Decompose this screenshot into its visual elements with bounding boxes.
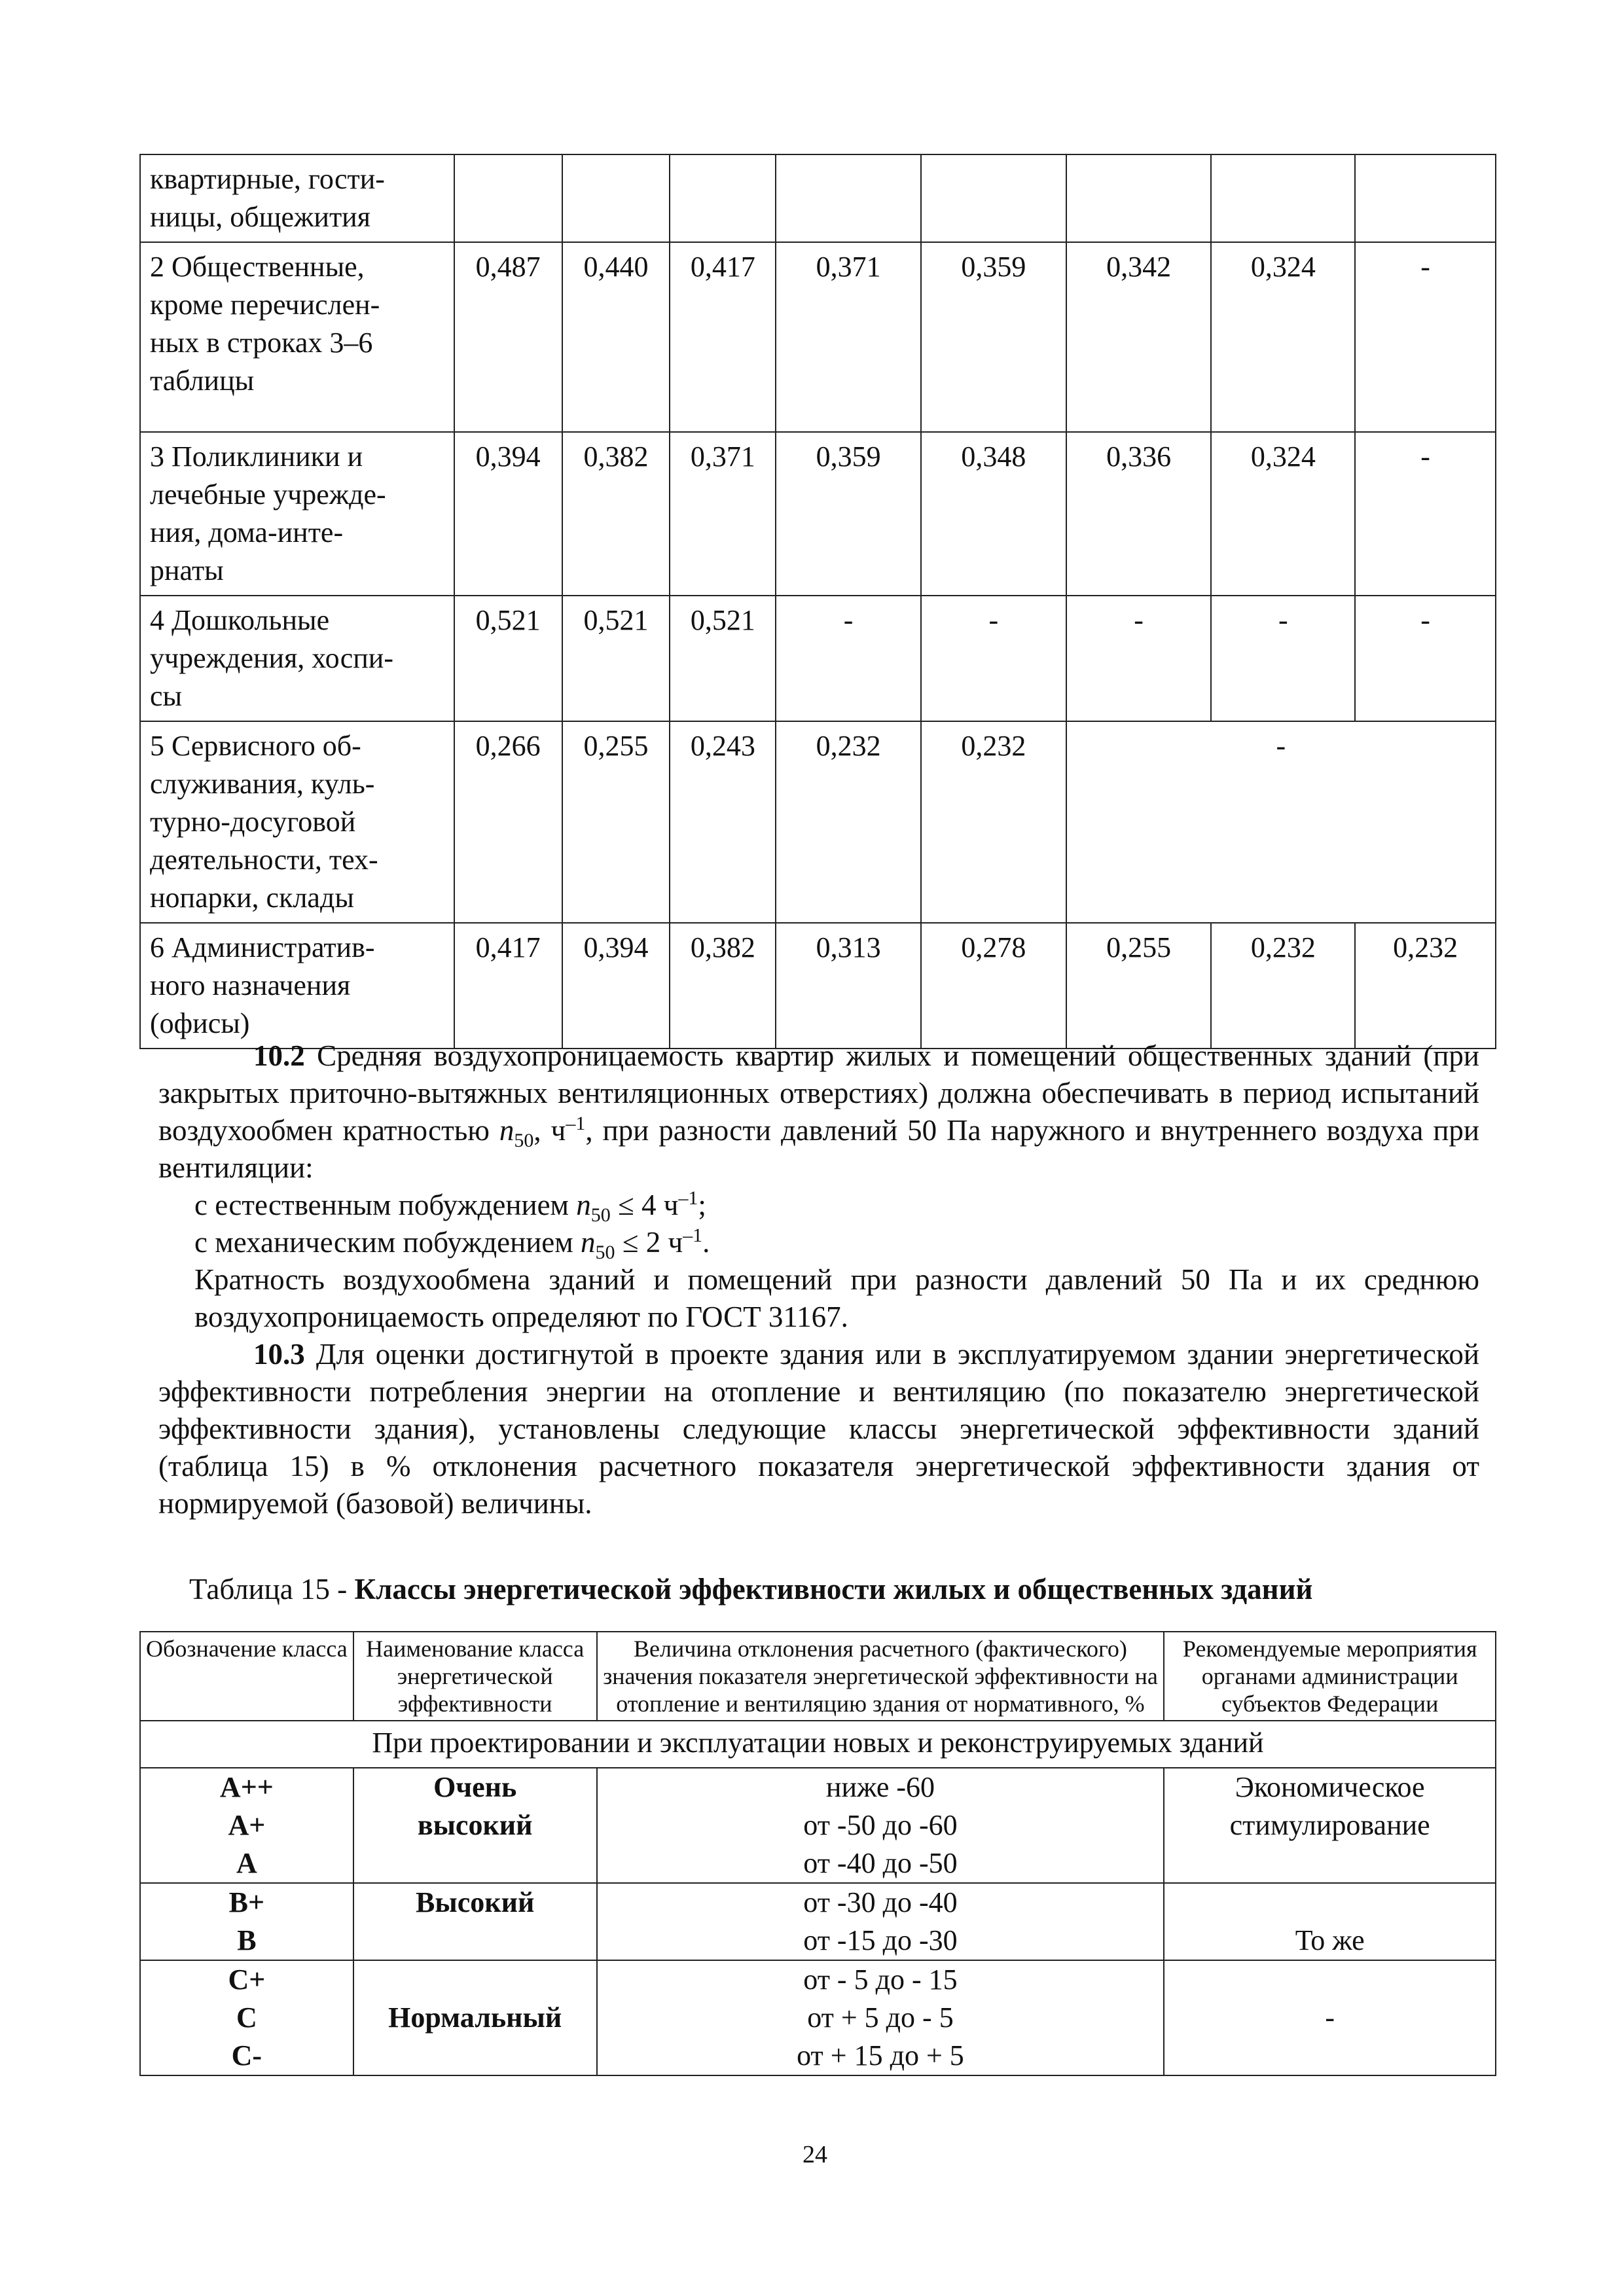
value-cell: 0,417: [670, 242, 776, 432]
merged-value-cell: -: [1066, 721, 1496, 923]
value-cell: 0,521: [454, 596, 562, 721]
section-number: 10.3: [253, 1338, 305, 1371]
class-name-cell: Высокий: [353, 1883, 597, 1960]
recommendation-cell: Экономическое стимулирование: [1164, 1768, 1496, 1883]
value-cell: 0,336: [1066, 432, 1212, 596]
class-cell: C+ C C-: [140, 1960, 353, 2075]
value-cell: 0,255: [562, 721, 670, 923]
value-cell: -: [1211, 596, 1355, 721]
paragraph-10-2: 10.2 Средняя воздухопроницаемость квартир жилых и помещений общественных зданий (при закрытых приточно-вытяжных вентиляционных отверстиях) должна обеспечивать в период испытаний воздухообмен кратностью $n_{50}$, $ч^{-1}$, при разности давлений 50 Па наружного и внутреннего воздуха при вентиляции:: [158, 1039, 1479, 1184]
value-cell: -: [1066, 596, 1212, 721]
value-cell: 0,487: [454, 242, 562, 432]
value-cell: 0,342: [1066, 242, 1212, 432]
paragraph-10-3: 10.3 Для оценки достигнутой в проекте здания или в эксплуатируемом здании энергетической эффективности потребления энергии на отопление и вентиляцию (по показателю энергетической эффективности здания), установлены следующие классы энергетической эффективности зданий (таблица 15) в % отклонения расчетного показателя энергетической эффективности здания от нормируемой (базовой) величины.: [158, 1338, 1479, 1520]
row-name-cell: 3 Поликлиники и лечебные учрежде- ния, дома-инте- рнаты: [140, 432, 454, 596]
header-cell: Наименование класса энергетической эффективности: [353, 1632, 597, 1721]
table-row: [140, 721, 1496, 923]
table-row: [140, 432, 1496, 596]
header-cell: Величина отклонения расчетного (фактического) значения показателя энергетической эффективности на отопление и вентиляцию здания от нормативного, %: [597, 1632, 1164, 1721]
value-cell: 0,243: [670, 721, 776, 923]
header-cell: Обозначение класса: [140, 1632, 353, 1721]
table-row: [140, 242, 1496, 432]
value-cell: [1355, 154, 1496, 242]
row-name-cell: 6 Административ- ного назначения (офисы): [140, 923, 454, 1049]
row-name-cell: 2 Общественные, кроме перечислен- ных в строках 3–6 таблицы: [140, 242, 454, 432]
table-caption: Таблица 15 - Классы энергетической эффективности жилых и общественных зданий: [189, 1573, 1313, 1605]
value-cell: 0,394: [454, 432, 562, 596]
value-cell: 0,521: [670, 596, 776, 721]
row-name-cell: 5 Сервисного об- служивания, куль- турно-досуговой деятельности, тех- нопарки, склады: [140, 721, 454, 923]
class-cell: A++ A+ A: [140, 1768, 353, 1883]
span-cell: При проектировании и эксплуатации новых и реконструируемых зданий: [140, 1721, 1496, 1768]
value-cell: 0,440: [562, 242, 670, 432]
class-name-cell: Очень высокий: [353, 1768, 597, 1883]
mechanical-ventilation-item: с механическим побуждением $n_{50} \le 2$ $ч^{-1}$.: [194, 1225, 710, 1263]
value-cell: -: [1355, 242, 1496, 432]
class-group-row: [140, 1960, 1496, 2075]
value-cell: 0,371: [776, 242, 921, 432]
air-exchange-table: [139, 154, 1496, 1049]
value-cell: 0,255: [1066, 923, 1212, 1049]
value-cell: 0,382: [562, 432, 670, 596]
row-name-cell: 4 Дошкольные учреждения, хоспи- сы: [140, 596, 454, 721]
class-group-row: [140, 1768, 1496, 1883]
natural-ventilation-item: с естественным побуждением $n_{50} \le 4$ $ч^{-1}$;: [194, 1187, 706, 1226]
row-name-cell: квартирные, гости- ницы, общежития: [140, 154, 454, 242]
value-cell: [454, 154, 562, 242]
table-span-row: [140, 1721, 1496, 1768]
value-cell: 0,232: [921, 721, 1066, 923]
value-cell: -: [1355, 596, 1496, 721]
class-group-row: [140, 1883, 1496, 1960]
header-cell: Рекомендуемые мероприятия органами администрации субъектов Федерации: [1164, 1632, 1496, 1721]
value-cell: 0,359: [776, 432, 921, 596]
deviation-cell: от -30 до -40 от -15 до -30: [597, 1883, 1164, 1960]
value-cell: 0,348: [921, 432, 1066, 596]
section-number: 10.2: [253, 1039, 305, 1072]
page-number: 24: [803, 2141, 827, 2168]
value-cell: 0,232: [1211, 923, 1355, 1049]
value-cell: [921, 154, 1066, 242]
value-cell: 0,382: [670, 923, 776, 1049]
value-cell: [562, 154, 670, 242]
value-cell: 0,394: [562, 923, 670, 1049]
class-name-cell: Нормальный: [353, 1960, 597, 2075]
value-cell: 0,278: [921, 923, 1066, 1049]
value-cell: 0,359: [921, 242, 1066, 432]
recommendation-cell: -: [1164, 1960, 1496, 2075]
deviation-cell: от - 5 до - 15 от + 5 до - 5 от + 15 до + 5: [597, 1960, 1164, 2075]
class-cell: B+ B: [140, 1883, 353, 1960]
value-cell: -: [921, 596, 1066, 721]
closing-paragraph: Кратность воздухообмена зданий и помещений при разности давлений 50 Па и их среднюю воздухопроницаемость определяют по ГОСТ 31167.: [194, 1263, 1479, 1333]
energy-class-table: [139, 1631, 1496, 2076]
value-cell: -: [1355, 432, 1496, 596]
value-cell: 0,232: [776, 721, 921, 923]
table-row: [140, 596, 1496, 721]
value-cell: 0,324: [1211, 432, 1355, 596]
value-cell: [776, 154, 921, 242]
value-cell: [1066, 154, 1212, 242]
value-cell: 0,521: [562, 596, 670, 721]
deviation-cell: ниже -60 от -50 до -60 от -40 до -50: [597, 1768, 1164, 1883]
table-header-row: [140, 1632, 1496, 1721]
value-cell: 0,371: [670, 432, 776, 596]
value-cell: [670, 154, 776, 242]
value-cell: 0,417: [454, 923, 562, 1049]
section-10-2: [158, 1037, 1479, 1522]
value-cell: 0,232: [1355, 923, 1496, 1049]
value-cell: 0,266: [454, 721, 562, 923]
table-row: [140, 923, 1496, 1049]
table-row: [140, 154, 1496, 242]
value-cell: 0,324: [1211, 242, 1355, 432]
value-cell: -: [776, 596, 921, 721]
value-cell: 0,313: [776, 923, 921, 1049]
value-cell: [1211, 154, 1355, 242]
recommendation-cell: То же: [1164, 1883, 1496, 1960]
